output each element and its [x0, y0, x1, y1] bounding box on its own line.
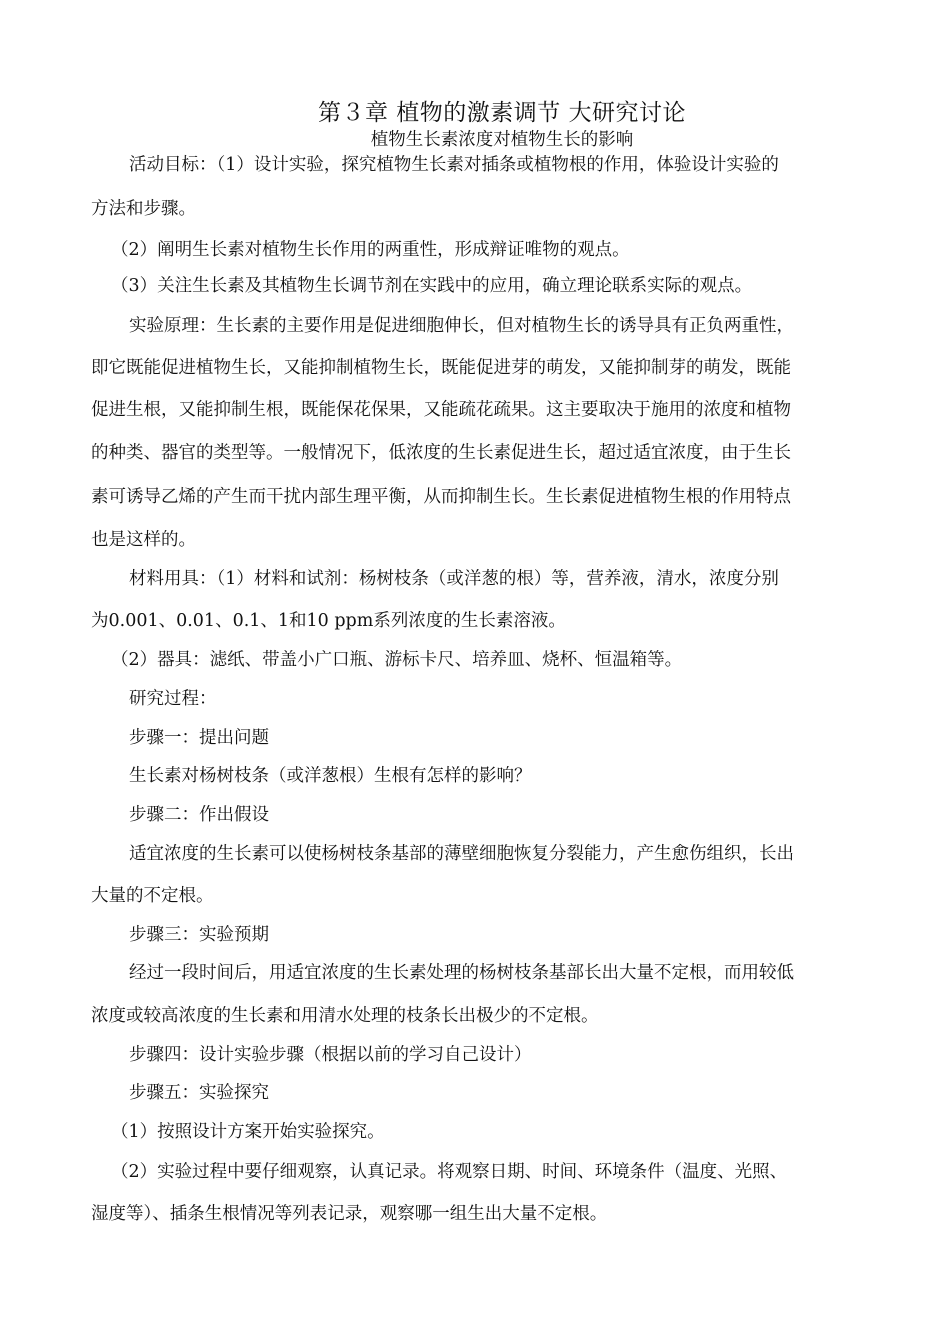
paragraph-line: 湿度等）、插条生根情况等列表记录，观察哪一组生出大量不定根。 [91, 1204, 608, 1224]
paragraph-line: 的种类、器官的类型等。一般情况下，低浓度的生长素促进生长，超过适宜浓度，由于生长 [91, 443, 791, 463]
paragraph-line: 浓度或较高浓度的生长素和用清水处理的枝条长出极少的不定根。 [91, 1006, 599, 1026]
paragraph-line: 步骤五：实验探究 [129, 1083, 269, 1103]
paragraph-line: 步骤四：设计实验步骤（根据以前的学习自己设计） [129, 1045, 532, 1065]
paragraph-line: 经过一段时间后，用适宜浓度的生长素处理的杨树枝条基部长出大量不定根，而用较低 [129, 963, 794, 983]
paragraph-line: 素可诱导乙烯的产生而干扰内部生理平衡，从而抑制生长。生长素促进植物生根的作用特点 [91, 487, 791, 507]
paragraph-line: 实验原理：生长素的主要作用是促进细胞伸长，但对植物生长的诱导具有正负两重性， [129, 316, 794, 336]
paragraph-line: （3）关注生长素及其植物生长调节剂在实践中的应用，确立理论联系实际的观点。 [111, 276, 753, 296]
paragraph-line: 方法和步骤。 [91, 199, 196, 219]
paragraph-line: 生长素对杨树枝条（或洋葱根）生根有怎样的影响？ [129, 766, 532, 786]
paragraph-line: 活动目标：（1）设计实验，探究植物生长素对插条或植物根的作用，体验设计实验的 [129, 155, 779, 175]
paragraph-line: 促进生根，又能抑制生根，既能保花保果，又能疏花疏果。这主要取决于施用的浓度和植物 [91, 400, 791, 420]
document-subtitle: 植物生长素浓度对植物生长的影响 [370, 130, 634, 150]
paragraph-line: 也是这样的。 [91, 530, 196, 550]
paragraph-line: 步骤二：作出假设 [129, 805, 269, 825]
paragraph-line: 为0.001、0.01、0.1、1和10 ppm系列浓度的生长素溶液。 [91, 611, 566, 631]
paragraph-line: 大量的不定根。 [91, 886, 214, 906]
paragraph-line: （2）阐明生长素对植物生长作用的两重性，形成辩证唯物的观点。 [111, 240, 630, 260]
paragraph-line: 研究过程： [129, 689, 217, 709]
paragraph-line: 即它既能促进植物生长，又能抑制植物生长，既能促进芽的萌发，又能抑制芽的萌发，既能 [91, 358, 791, 378]
paragraph-line: （1）按照设计方案开始实验探究。 [111, 1122, 385, 1142]
paragraph-line: 步骤一：提出问题 [129, 728, 269, 748]
paragraph-line: 材料用具：（1）材料和试剂：杨树枝条（或洋葱的根）等，营养液，清水，浓度分别 [129, 569, 779, 589]
document-title: 第３章 植物的激素调节 大研究讨论 [317, 100, 687, 126]
paragraph-line: 适宜浓度的生长素可以使杨树枝条基部的薄壁细胞恢复分裂能力，产生愈伤组织，长出 [129, 844, 794, 864]
paragraph-line: （2）实验过程中要仔细观察，认真记录。将观察日期、时间、环境条件（温度、光照、 [111, 1162, 788, 1182]
paragraph-line: （2）器具：滤纸、带盖小广口瓶、游标卡尺、培养皿、烧杯、恒温箱等。 [111, 650, 683, 670]
paragraph-line: 步骤三：实验预期 [129, 925, 269, 945]
